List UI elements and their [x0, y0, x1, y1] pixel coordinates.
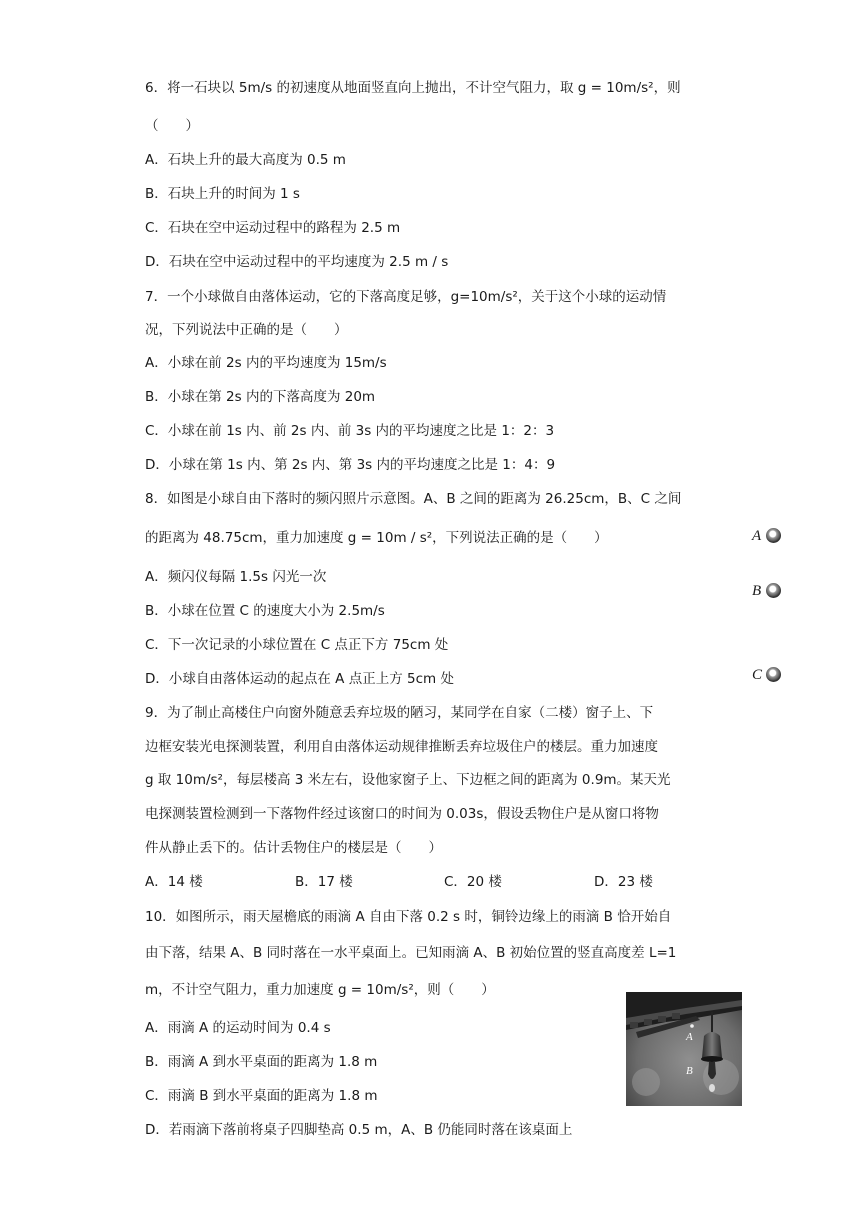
q7-stem-line-1: 7．一个小球做自由落体运动，它的下落高度足够，g=10m/s²，关于这个小球的运动情 — [145, 289, 667, 305]
q9-stem-line-4: 电探测装置检测到一下落物件经过该窗口的时间为 0.03s，假设丢物住户是从窗口将物 — [145, 806, 659, 822]
q9-stem-line-2: 边框安装光电探测装置，利用自由落体运动规律推断丢弃垃圾住户的楼层。重力加速度 — [145, 739, 658, 755]
q6-option-c: C．石块在空中运动过程中的路程为 2.5 m — [145, 220, 401, 236]
q9-option-d: D．23 楼 — [594, 874, 653, 890]
photo-label-b: B — [686, 1065, 693, 1077]
figure-label-a: A — [752, 528, 762, 544]
q7-option-c: C．小球在前 1s 内、前 2s 内、前 3s 内的平均速度之比是 1：2：3 — [145, 423, 555, 439]
q10-stem-line-3: m，不计空气阻力，重力加速度 g = 10m/s²，则（ ） — [145, 982, 495, 998]
q10-option-c: C．雨滴 B 到水平桌面的距离为 1.8 m — [145, 1088, 378, 1104]
q8-option-a: A．频闪仪每隔 1.5s 闪光一次 — [145, 569, 327, 585]
q8-stem-line-1: 8．如图是小球自由下落时的频闪照片示意图。A、B 之间的距离为 26.25cm，B、C 之间 — [145, 491, 682, 507]
q6-option-b: B．石块上升的时间为 1 s — [145, 186, 300, 202]
q10-option-b: B．雨滴 A 到水平桌面的距离为 1.8 m — [145, 1054, 378, 1070]
q10-stem-line-1: 10．如图所示，雨天屋檐底的雨滴 A 自由下落 0.2 s 时，铜铃边缘上的雨滴 B 恰开始自 — [145, 909, 672, 925]
q9-stem-line-1: 9．为了制止高楼住户向窗外随意丢弃垃圾的陋习，某同学在自家（二楼）窗子上、下 — [145, 705, 654, 721]
figure-label-c: C — [752, 667, 763, 683]
strobe-ball-b — [766, 583, 781, 598]
q6-option-d: D．石块在空中运动过程中的平均速度为 2.5 m / s — [145, 254, 449, 270]
q6-option-a: A．石块上升的最大高度为 0.5 m — [145, 152, 346, 168]
q7-option-d: D．小球在第 1s 内、第 2s 内、第 3s 内的平均速度之比是 1：4：9 — [145, 457, 556, 473]
q9-option-a: A．14 楼 — [145, 874, 203, 890]
q7-option-a: A．小球在前 2s 内的平均速度为 15m/s — [145, 355, 387, 371]
q8-stem-line-2: 的距离为 48.75cm，重力加速度 g = 10m / s²，下列说法正确的是（ ） — [145, 530, 608, 546]
q6-stem-line-2: （ ） — [145, 118, 199, 134]
q10-option-a: A．雨滴 A 的运动时间为 0.4 s — [145, 1020, 331, 1036]
figure-label-b: B — [752, 583, 762, 599]
q8-option-c: C．下一次记录的小球位置在 C 点正下方 75cm 处 — [145, 637, 449, 653]
q9-stem-line-5: 件从静止丢下的。估计丢物住户的楼层是（ ） — [145, 840, 442, 856]
q10-option-d: D．若雨滴下落前将桌子四脚垫高 0.5 m，A、B 仍能同时落在该桌面上 — [145, 1122, 573, 1138]
q7-option-b: B．小球在第 2s 内的下落高度为 20m — [145, 389, 376, 405]
eaves-bell-photo — [626, 992, 742, 1106]
strobe-ball-a — [766, 528, 781, 543]
q9-option-c: C．20 楼 — [444, 874, 502, 890]
q8-option-b: B．小球在位置 C 的速度大小为 2.5m/s — [145, 603, 385, 619]
q9-option-b: B．17 楼 — [295, 874, 353, 890]
strobe-ball-c — [766, 667, 781, 682]
photo-label-a: A — [686, 1031, 693, 1043]
q6-stem-line-1: 6．将一石块以 5m/s 的初速度从地面竖直向上抛出，不计空气阻力，取 g = 10m/s²，则 — [145, 80, 681, 96]
q8-option-d: D．小球自由落体运动的起点在 A 点正上方 5cm 处 — [145, 671, 454, 687]
q7-stem-line-2: 况，下列说法中正确的是（ ） — [145, 322, 348, 338]
q9-stem-line-3: g 取 10m/s²，每层楼高 3 米左右，设他家窗子上、下边框之间的距离为 0.9m。某天光 — [145, 772, 671, 788]
q10-stem-line-2: 由下落，结果 A、B 同时落在一水平桌面上。已知雨滴 A、B 初始位置的竖直高度差 L=1 — [145, 945, 677, 961]
